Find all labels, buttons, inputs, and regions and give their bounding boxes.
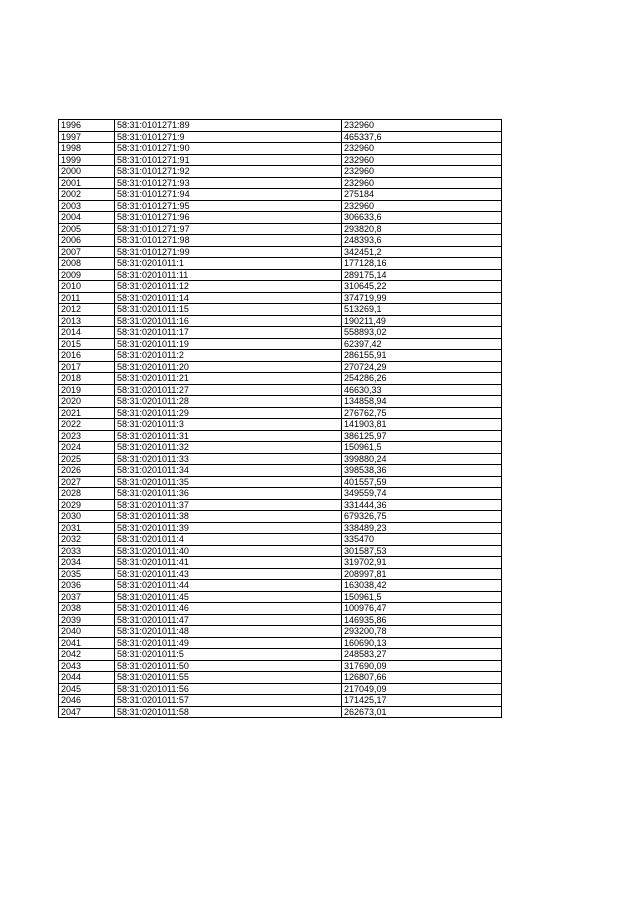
- value-cell: 293200,78: [342, 626, 502, 638]
- value-cell: 126807,66: [342, 672, 502, 684]
- cadastral-number-cell: 58:31:0101271:9: [115, 131, 342, 143]
- value-cell: 317690,09: [342, 660, 502, 672]
- row-number-cell: 2007: [59, 246, 115, 258]
- value-cell: 679326,75: [342, 511, 502, 523]
- cadastral-number-cell: 58:31:0201011:2: [115, 350, 342, 362]
- cadastral-number-cell: 58:31:0201011:56: [115, 683, 342, 695]
- row-number-cell: 2002: [59, 189, 115, 201]
- cadastral-number-cell: 58:31:0201011:32: [115, 442, 342, 454]
- table-row: [59, 315, 502, 327]
- table-row: [59, 476, 502, 488]
- value-cell: 399880,24: [342, 453, 502, 465]
- row-number-cell: 2015: [59, 338, 115, 350]
- value-cell: 208997,81: [342, 568, 502, 580]
- table-row: [59, 672, 502, 684]
- value-cell: 465337,6: [342, 131, 502, 143]
- cadastral-number-cell: 58:31:0201011:45: [115, 591, 342, 603]
- row-number-cell: 2010: [59, 281, 115, 293]
- table-row: [59, 154, 502, 166]
- cadastral-number-cell: 58:31:0201011:55: [115, 672, 342, 684]
- table-row: [59, 499, 502, 511]
- cadastral-number-cell: 58:31:0201011:41: [115, 557, 342, 569]
- cadastral-number-cell: 58:31:0101271:91: [115, 154, 342, 166]
- table-row: [59, 637, 502, 649]
- table-row: [59, 614, 502, 626]
- cadastral-number-cell: 58:31:0101271:92: [115, 166, 342, 178]
- row-number-cell: 2040: [59, 626, 115, 638]
- table-row: [59, 511, 502, 523]
- row-number-cell: 2024: [59, 442, 115, 454]
- value-cell: 232960: [342, 154, 502, 166]
- data-table: [58, 119, 502, 718]
- cadastral-number-cell: 58:31:0201011:49: [115, 637, 342, 649]
- row-number-cell: 2006: [59, 235, 115, 247]
- table-row: [59, 212, 502, 224]
- cadastral-number-cell: 58:31:0201011:43: [115, 568, 342, 580]
- table-row: [59, 120, 502, 132]
- cadastral-number-cell: 58:31:0201011:36: [115, 488, 342, 500]
- value-cell: 513269,1: [342, 304, 502, 316]
- cadastral-number-cell: 58:31:0201011:11: [115, 269, 342, 281]
- cadastral-number-cell: 58:31:0201011:50: [115, 660, 342, 672]
- value-cell: 349559,74: [342, 488, 502, 500]
- cadastral-number-cell: 58:31:0201011:19: [115, 338, 342, 350]
- table-row: [59, 442, 502, 454]
- row-number-cell: 2028: [59, 488, 115, 500]
- table-row: [59, 143, 502, 155]
- table-row: [59, 591, 502, 603]
- value-cell: 46630,33: [342, 384, 502, 396]
- value-cell: 275184: [342, 189, 502, 201]
- cadastral-number-cell: 58:31:0101271:99: [115, 246, 342, 258]
- table-row: [59, 269, 502, 281]
- cadastral-number-cell: 58:31:0201011:5: [115, 649, 342, 661]
- value-cell: 150961,5: [342, 442, 502, 454]
- value-cell: 254286,26: [342, 373, 502, 385]
- value-cell: 286155,91: [342, 350, 502, 362]
- cadastral-number-cell: 58:31:0201011:16: [115, 315, 342, 327]
- row-number-cell: 2027: [59, 476, 115, 488]
- table-body: [59, 120, 502, 718]
- value-cell: 319702,91: [342, 557, 502, 569]
- row-number-cell: 2000: [59, 166, 115, 178]
- cadastral-number-cell: 58:31:0201011:17: [115, 327, 342, 339]
- cadastral-number-cell: 58:31:0201011:3: [115, 419, 342, 431]
- value-cell: 289175,14: [342, 269, 502, 281]
- table-row: [59, 649, 502, 661]
- row-number-cell: 2019: [59, 384, 115, 396]
- row-number-cell: 2037: [59, 591, 115, 603]
- row-number-cell: 2016: [59, 350, 115, 362]
- table-row: [59, 580, 502, 592]
- table-row: [59, 488, 502, 500]
- row-number-cell: 2046: [59, 695, 115, 707]
- cadastral-number-cell: 58:31:0201011:12: [115, 281, 342, 293]
- cadastral-number-cell: 58:31:0201011:39: [115, 522, 342, 534]
- cadastral-number-cell: 58:31:0201011:38: [115, 511, 342, 523]
- cadastral-number-cell: 58:31:0101271:94: [115, 189, 342, 201]
- table-row: [59, 603, 502, 615]
- table-row: [59, 626, 502, 638]
- table-row: [59, 235, 502, 247]
- cadastral-number-cell: 58:31:0201011:14: [115, 292, 342, 304]
- value-cell: 331444,36: [342, 499, 502, 511]
- table-row: [59, 384, 502, 396]
- table-row: [59, 695, 502, 707]
- cadastral-number-cell: 58:31:0101271:95: [115, 200, 342, 212]
- value-cell: 270724,29: [342, 361, 502, 373]
- cadastral-number-cell: 58:31:0201011:46: [115, 603, 342, 615]
- value-cell: 248393,6: [342, 235, 502, 247]
- row-number-cell: 2005: [59, 223, 115, 235]
- value-cell: 171425,17: [342, 695, 502, 707]
- row-number-cell: 2034: [59, 557, 115, 569]
- value-cell: 338489,23: [342, 522, 502, 534]
- cadastral-number-cell: 58:31:0201011:15: [115, 304, 342, 316]
- value-cell: 293820,8: [342, 223, 502, 235]
- table-row: [59, 281, 502, 293]
- cadastral-number-cell: 58:31:0201011:44: [115, 580, 342, 592]
- table-row: [59, 361, 502, 373]
- row-number-cell: 1997: [59, 131, 115, 143]
- cadastral-number-cell: 58:31:0201011:28: [115, 396, 342, 408]
- value-cell: 306633,6: [342, 212, 502, 224]
- cadastral-number-cell: 58:31:0201011:33: [115, 453, 342, 465]
- cadastral-number-cell: 58:31:0201011:35: [115, 476, 342, 488]
- row-number-cell: 2033: [59, 545, 115, 557]
- table-row: [59, 660, 502, 672]
- value-cell: 276762,75: [342, 407, 502, 419]
- value-cell: 232960: [342, 143, 502, 155]
- table-row: [59, 327, 502, 339]
- value-cell: 177128,16: [342, 258, 502, 270]
- cadastral-number-cell: 58:31:0201011:4: [115, 534, 342, 546]
- row-number-cell: 2011: [59, 292, 115, 304]
- row-number-cell: 1998: [59, 143, 115, 155]
- row-number-cell: 1996: [59, 120, 115, 132]
- value-cell: 160690,13: [342, 637, 502, 649]
- row-number-cell: 2023: [59, 430, 115, 442]
- value-cell: 374719,99: [342, 292, 502, 304]
- cadastral-number-cell: 58:31:0201011:58: [115, 706, 342, 718]
- cadastral-number-cell: 58:31:0201011:27: [115, 384, 342, 396]
- cadastral-number-cell: 58:31:0201011:40: [115, 545, 342, 557]
- table-row: [59, 292, 502, 304]
- table-row: [59, 568, 502, 580]
- value-cell: 190211,49: [342, 315, 502, 327]
- table-row: [59, 430, 502, 442]
- value-cell: 150961,5: [342, 591, 502, 603]
- value-cell: 146935,86: [342, 614, 502, 626]
- table-row: [59, 396, 502, 408]
- row-number-cell: 2012: [59, 304, 115, 316]
- table-row: [59, 223, 502, 235]
- cadastral-number-cell: 58:31:0201011:1: [115, 258, 342, 270]
- row-number-cell: 2018: [59, 373, 115, 385]
- row-number-cell: 2026: [59, 465, 115, 477]
- table-row: [59, 453, 502, 465]
- row-number-cell: 2004: [59, 212, 115, 224]
- value-cell: 262673,01: [342, 706, 502, 718]
- table-row: [59, 706, 502, 718]
- value-cell: 232960: [342, 120, 502, 132]
- value-cell: 141903,81: [342, 419, 502, 431]
- table-row: [59, 683, 502, 695]
- row-number-cell: 2014: [59, 327, 115, 339]
- cadastral-number-cell: 58:31:0201011:31: [115, 430, 342, 442]
- row-number-cell: 2043: [59, 660, 115, 672]
- table-row: [59, 189, 502, 201]
- cadastral-number-cell: 58:31:0101271:93: [115, 177, 342, 189]
- cadastral-number-cell: 58:31:0101271:97: [115, 223, 342, 235]
- table-row: [59, 246, 502, 258]
- value-cell: 248583,27: [342, 649, 502, 661]
- row-number-cell: 2042: [59, 649, 115, 661]
- cadastral-number-cell: 58:31:0101271:90: [115, 143, 342, 155]
- table-row: [59, 522, 502, 534]
- value-cell: 163038,42: [342, 580, 502, 592]
- value-cell: 335470: [342, 534, 502, 546]
- value-cell: 232960: [342, 177, 502, 189]
- table-row: [59, 373, 502, 385]
- cadastral-number-cell: 58:31:0201011:21: [115, 373, 342, 385]
- value-cell: 401557,59: [342, 476, 502, 488]
- table-row: [59, 407, 502, 419]
- cadastral-number-cell: 58:31:0201011:29: [115, 407, 342, 419]
- value-cell: 100976,47: [342, 603, 502, 615]
- row-number-cell: 2017: [59, 361, 115, 373]
- table-row: [59, 419, 502, 431]
- table-row: [59, 557, 502, 569]
- row-number-cell: 2047: [59, 706, 115, 718]
- row-number-cell: 2025: [59, 453, 115, 465]
- row-number-cell: 2041: [59, 637, 115, 649]
- cadastral-number-cell: 58:31:0101271:98: [115, 235, 342, 247]
- value-cell: 217049,09: [342, 683, 502, 695]
- table-row: [59, 166, 502, 178]
- row-number-cell: 2003: [59, 200, 115, 212]
- table-row: [59, 258, 502, 270]
- cadastral-number-cell: 58:31:0201011:34: [115, 465, 342, 477]
- row-number-cell: 2044: [59, 672, 115, 684]
- table-row: [59, 177, 502, 189]
- value-cell: 310645,22: [342, 281, 502, 293]
- value-cell: 301587,53: [342, 545, 502, 557]
- row-number-cell: 2022: [59, 419, 115, 431]
- row-number-cell: 2039: [59, 614, 115, 626]
- table-row: [59, 534, 502, 546]
- row-number-cell: 2013: [59, 315, 115, 327]
- cadastral-number-cell: 58:31:0201011:37: [115, 499, 342, 511]
- table-row: [59, 350, 502, 362]
- value-cell: 62397,42: [342, 338, 502, 350]
- cadastral-number-cell: 58:31:0101271:89: [115, 120, 342, 132]
- row-number-cell: 2030: [59, 511, 115, 523]
- row-number-cell: 2029: [59, 499, 115, 511]
- value-cell: 558893,02: [342, 327, 502, 339]
- value-cell: 134858,94: [342, 396, 502, 408]
- value-cell: 398538,36: [342, 465, 502, 477]
- row-number-cell: 2032: [59, 534, 115, 546]
- value-cell: 386125,97: [342, 430, 502, 442]
- table-row: [59, 465, 502, 477]
- row-number-cell: 2008: [59, 258, 115, 270]
- value-cell: 342451,2: [342, 246, 502, 258]
- row-number-cell: 2045: [59, 683, 115, 695]
- row-number-cell: 2009: [59, 269, 115, 281]
- row-number-cell: 2036: [59, 580, 115, 592]
- row-number-cell: 2001: [59, 177, 115, 189]
- row-number-cell: 1999: [59, 154, 115, 166]
- table-row: [59, 338, 502, 350]
- row-number-cell: 2020: [59, 396, 115, 408]
- cadastral-number-cell: 58:31:0201011:47: [115, 614, 342, 626]
- table-row: [59, 200, 502, 212]
- cadastral-number-cell: 58:31:0201011:20: [115, 361, 342, 373]
- row-number-cell: 2035: [59, 568, 115, 580]
- table-row: [59, 131, 502, 143]
- cadastral-number-cell: 58:31:0201011:48: [115, 626, 342, 638]
- cadastral-number-cell: 58:31:0101271:96: [115, 212, 342, 224]
- row-number-cell: 2021: [59, 407, 115, 419]
- value-cell: 232960: [342, 166, 502, 178]
- table-row: [59, 304, 502, 316]
- cadastral-number-cell: 58:31:0201011:57: [115, 695, 342, 707]
- value-cell: 232960: [342, 200, 502, 212]
- row-number-cell: 2038: [59, 603, 115, 615]
- table-row: [59, 545, 502, 557]
- row-number-cell: 2031: [59, 522, 115, 534]
